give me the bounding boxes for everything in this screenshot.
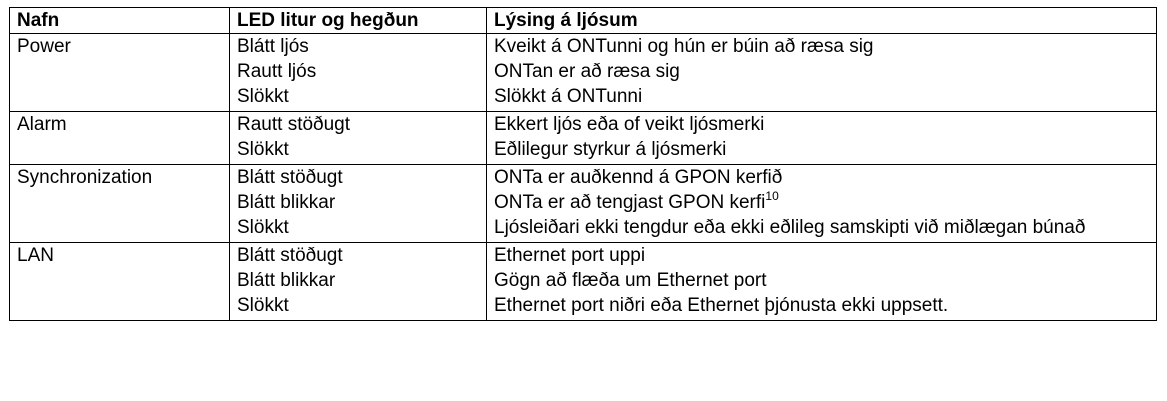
description-text: Ethernet port uppi: [494, 245, 646, 266]
state-label: Rautt ljós: [237, 61, 317, 82]
table-row-lan: [10, 243, 1157, 321]
description-text: Gögn að flæða um Ethernet port: [494, 270, 767, 291]
description-text: Ekkert ljós eða of veikt ljósmerki: [494, 114, 765, 135]
description-text: Eðlilegur styrkur á ljósmerki: [494, 139, 727, 160]
footnote-marker[interactable]: 10: [765, 188, 779, 203]
description-text: Kveikt á ONTunni og hún er búin að ræsa sig: [494, 36, 874, 57]
header-led-color: LED litur og hegðun: [230, 8, 487, 34]
led-status-table: [9, 7, 1157, 321]
row-name-label: Power: [17, 36, 71, 57]
row-descriptions: [487, 165, 1157, 243]
table-row-power: [10, 34, 1157, 112]
description-text: ONTa er auðkennd á GPON kerfið: [494, 167, 783, 188]
row-name: [10, 165, 230, 243]
table-row-alarm: [10, 112, 1157, 165]
row-name: [10, 243, 230, 321]
description-text: ONTa er að tengjast GPON kerfi: [494, 192, 766, 213]
description-text-with-footnote: [494, 190, 1156, 215]
row-descriptions: [487, 34, 1157, 112]
row-states: [230, 34, 487, 112]
state-label: Blátt blikkar: [237, 192, 336, 213]
state-label: Slökkt: [237, 217, 289, 238]
row-name-label: LAN: [17, 245, 54, 266]
description-text: Slökkt á ONTunni: [494, 86, 643, 107]
row-name: [10, 112, 230, 165]
state-label: Rautt stöðugt: [237, 114, 351, 135]
led-table-container: [9, 7, 1157, 321]
description-text: Ljósleiðari ekki tengdur eða ekki eðlileg samskipti við miðlægan búnað: [494, 217, 1086, 238]
row-states: [230, 243, 487, 321]
row-name: [10, 34, 230, 112]
row-descriptions: [487, 112, 1157, 165]
header-description: Lýsing á ljósum: [487, 8, 1157, 34]
description-text: Ethernet port niðri eða Ethernet þjónusta ekki uppsett.: [494, 295, 949, 316]
row-states: [230, 112, 487, 165]
table-row-synchronization: [10, 165, 1157, 243]
table-header-row: [10, 8, 1157, 34]
state-label: Slökkt: [237, 295, 289, 316]
state-label: Slökkt: [237, 139, 289, 160]
row-descriptions: [487, 243, 1157, 321]
row-name-label: Synchronization: [17, 167, 153, 188]
state-label: Slökkt: [237, 86, 289, 107]
description-text: ONTan er að ræsa sig: [494, 61, 680, 82]
state-label: Blátt ljós: [237, 36, 309, 57]
header-name: Nafn: [10, 8, 230, 34]
state-label: Blátt stöðugt: [237, 245, 343, 266]
row-states: [230, 165, 487, 243]
row-name-label: Alarm: [17, 114, 67, 135]
state-label: Blátt stöðugt: [237, 167, 343, 188]
state-label: Blátt blikkar: [237, 270, 336, 291]
